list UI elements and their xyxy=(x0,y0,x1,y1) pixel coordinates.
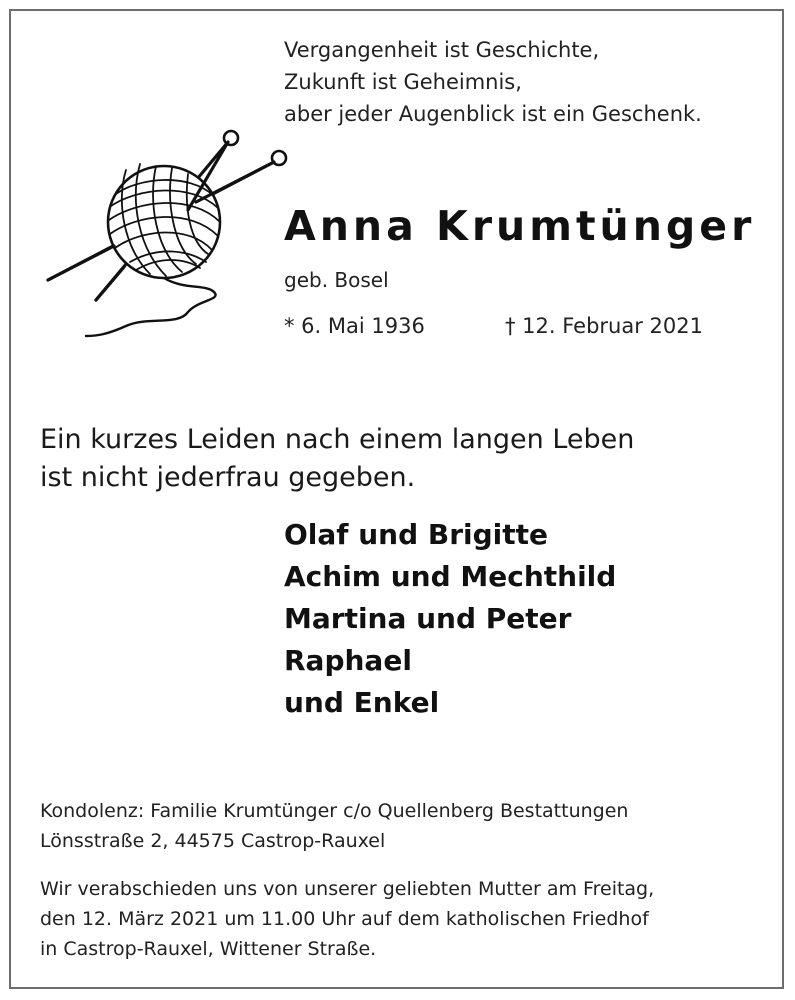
quote-line-1: Vergangenheit ist Geschichte, xyxy=(284,38,600,62)
condolence-line-2: Lönsstraße 2, 44575 Castrop-Rauxel xyxy=(40,830,386,852)
verse-line-2: ist nicht jederfrau gegeben. xyxy=(40,462,416,493)
condolence-line-1: Kondolenz: Familie Krumtünger c/o Quellenberg Bestattungen xyxy=(40,800,629,822)
death-date: † 12. Februar 2021 xyxy=(505,314,703,338)
funeral-notice xyxy=(40,874,654,964)
condolence-address xyxy=(40,796,628,856)
birth-date: * 6. Mai 1936 xyxy=(284,314,425,338)
mourners-list xyxy=(284,514,616,724)
mourner-2: Achim und Mechthild xyxy=(284,560,617,593)
quote-line-2: Zukunft ist Geheimnis, xyxy=(284,70,522,94)
maiden-name: geb. Bosel xyxy=(284,268,389,292)
quote-line-3: aber jeder Augenblick ist ein Geschenk. xyxy=(284,102,702,126)
funeral-line-2: den 12. März 2021 um 11.00 Uhr auf dem katholischen Friedhof xyxy=(40,908,649,930)
mourner-1: Olaf und Brigitte xyxy=(284,518,549,551)
funeral-line-3: in Castrop-Rauxel, Wittener Straße. xyxy=(40,938,377,960)
yarn-ball-knitting-needles-icon xyxy=(38,122,302,344)
mourner-4: Raphael xyxy=(284,644,412,677)
mourner-5: und Enkel xyxy=(284,686,440,719)
verse-line-1: Ein kurzes Leiden nach einem langen Leben xyxy=(40,424,635,455)
deceased-name: Anna Krumtünger xyxy=(284,202,756,250)
mourner-3: Martina und Peter xyxy=(284,602,572,635)
quote xyxy=(284,34,702,130)
verse xyxy=(40,421,634,497)
funeral-line-1: Wir verabschieden uns von unserer geliebten Mutter am Freitag, xyxy=(40,878,655,900)
